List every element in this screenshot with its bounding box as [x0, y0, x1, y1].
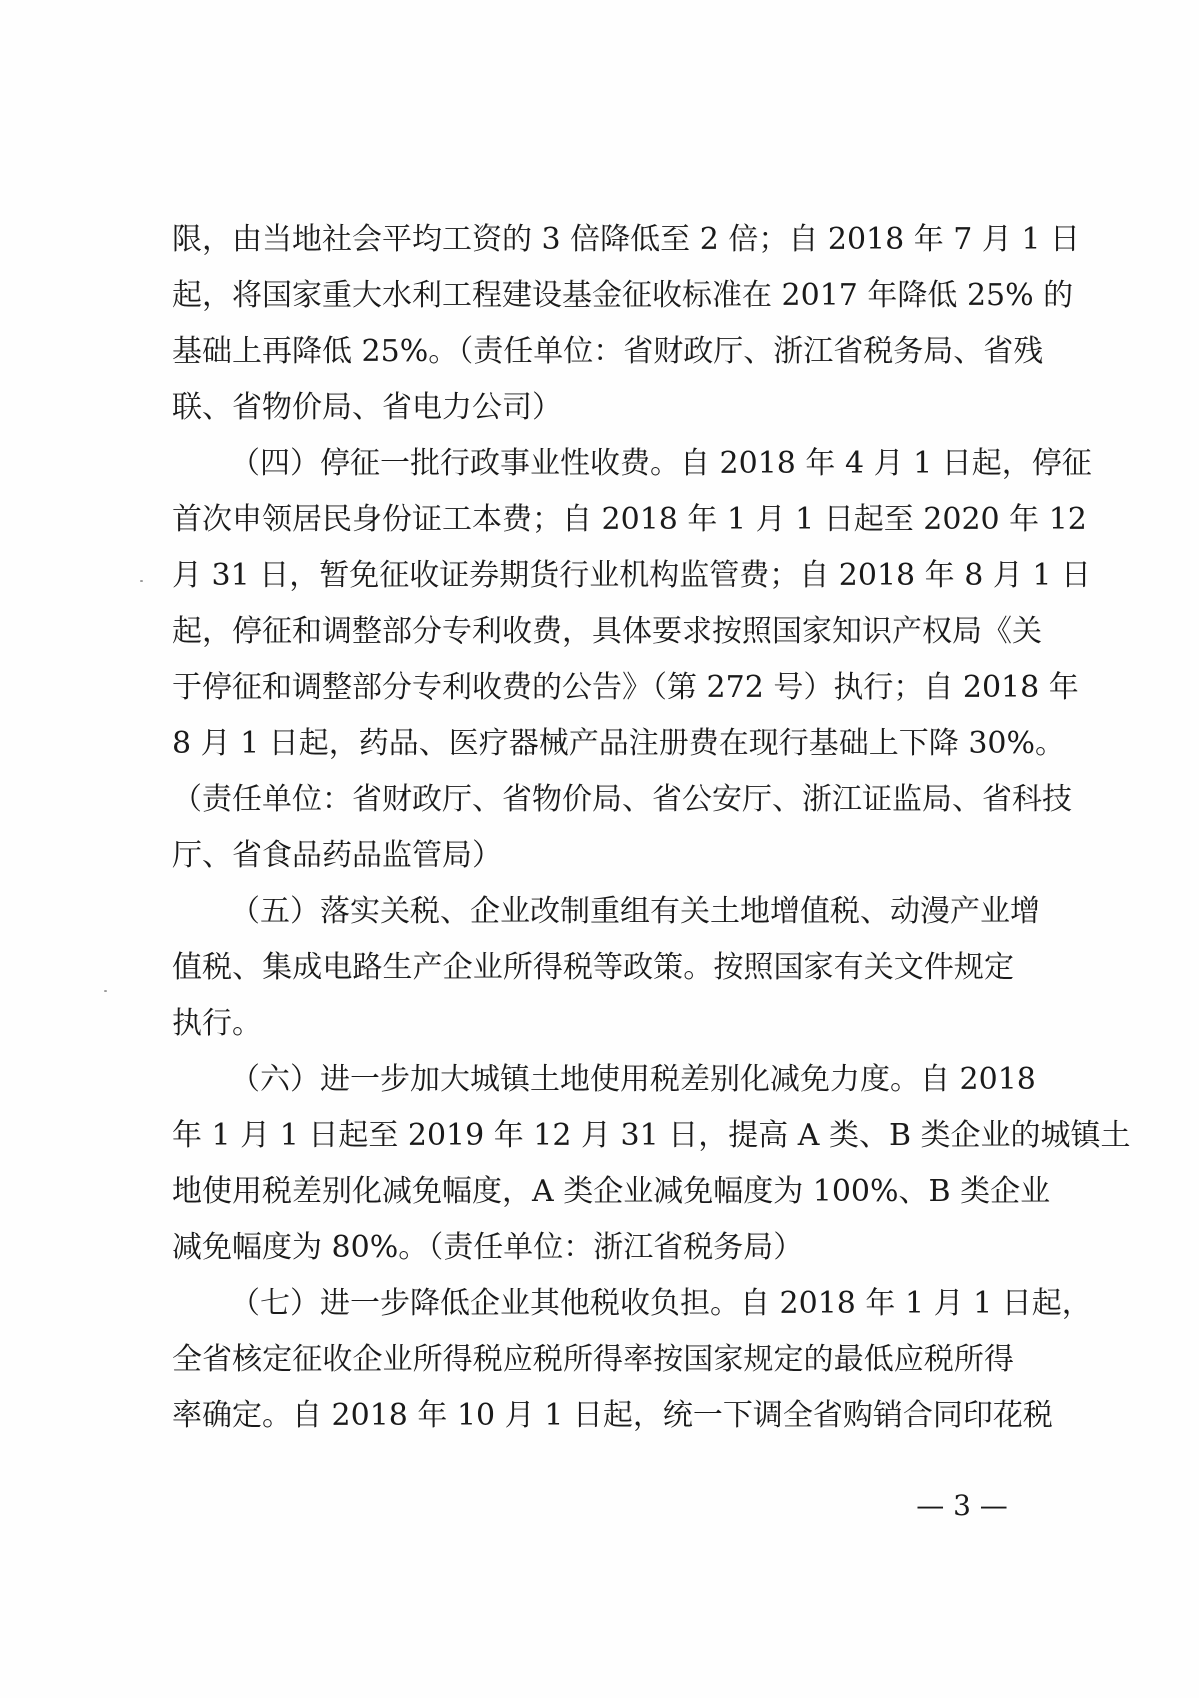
body-text-line: 首次申领居民身份证工本费；自 2018 年 1 月 1 日起至 2020 年 12 — [172, 502, 1087, 537]
body-text-line: 于停征和调整部分专利收费的公告》（第 272 号）执行；自 2018 年 — [172, 670, 1079, 705]
section-heading-line: （六）进一步加大城镇土地使用税差别化减免力度。自 2018 — [230, 1062, 1036, 1097]
body-text-line: 月 31 日，暂免征收证券期货行业机构监管费；自 2018 年 8 月 1 日 — [172, 558, 1091, 593]
body-text-line: 8 月 1 日起，药品、医疗器械产品注册费在现行基础上下降 30%。 — [172, 726, 1065, 761]
body-text-line: 地使用税差别化减免幅度，A 类企业减免幅度为 100%、B 类企业 — [172, 1174, 1051, 1209]
body-text-line: 年 1 月 1 日起至 2019 年 12 月 31 日，提高 A 类、B 类企业的城镇土 — [172, 1118, 1131, 1153]
body-text-line: 率确定。自 2018 年 10 月 1 日起，统一下调全省购销合同印花税 — [172, 1398, 1053, 1433]
body-text-line: 值税、集成电路生产企业所得税等政策。按照国家有关文件规定 — [172, 950, 1014, 985]
body-text-line: 减免幅度为 80%。（责任单位：浙江省税务局） — [172, 1230, 804, 1265]
body-text-line: 执行。 — [172, 1006, 262, 1041]
body-text-line: 全省核定征收企业所得税应税所得率按国家规定的最低应税所得 — [172, 1342, 1014, 1377]
scan-speck — [140, 580, 143, 582]
body-text-line: （责任单位：省财政厅、省物价局、省公安厅、浙江证监局、省科技 — [172, 782, 1072, 817]
body-text-line: 基础上再降低 25%。（责任单位：省财政厅、浙江省税务局、省残 — [172, 334, 1044, 369]
body-text-line: 起，将国家重大水利工程建设基金征收标准在 2017 年降低 25% 的 — [172, 278, 1074, 313]
section-heading-line: （五）落实关税、企业改制重组有关土地增值税、动漫产业增 — [230, 894, 1040, 929]
body-text-line: 厅、省食品药品监管局） — [172, 838, 502, 873]
body-text-line: 限，由当地社会平均工资的 3 倍降低至 2 倍；自 2018 年 7 月 1 日 — [172, 222, 1081, 257]
body-text-line: 联、省物价局、省电力公司） — [172, 390, 562, 425]
section-heading-line: （四）停征一批行政事业性收费。自 2018 年 4 月 1 日起，停征 — [230, 446, 1092, 481]
body-text-line: 起，停征和调整部分专利收费，具体要求按照国家知识产权局《关 — [172, 614, 1042, 649]
scan-speck — [104, 990, 107, 992]
page-number: — 3 — — [916, 1489, 1008, 1522]
section-heading-line: （七）进一步降低企业其他税收负担。自 2018 年 1 月 1 日起， — [230, 1286, 1092, 1321]
